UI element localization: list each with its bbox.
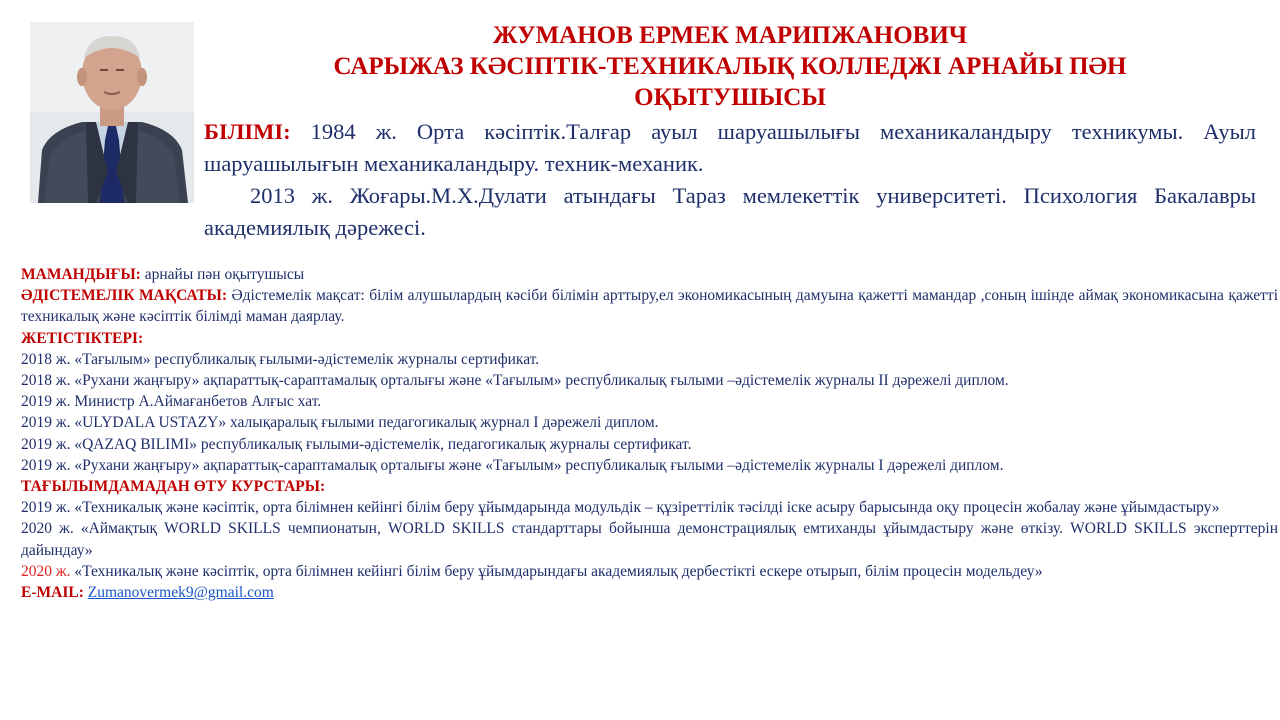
achievement-item: 2019 ж. «Рухани жаңғыру» ақпараттық-сараптамалық орталығы және «Тағылым» республикалық ғылыми –әдістемелік журналы I дәрежелі диплом. (21, 456, 1004, 474)
person-name: ЖУМАНОВ ЕРМЕК МАРИПЖАНОВИЧ (492, 22, 968, 49)
course-item-3-year: 2020 ж. (21, 562, 71, 580)
course-item-2: 2020 ж. «Аймақтық WORLD SKILLS чемпионатын, WORLD SKILLS стандарттары бойынша демонстрациялық емтиханды ұйымдастыру және өткізу. WORLD SKILLS эксперттерін дайындау» (21, 520, 1278, 559)
page-title (230, 20, 1230, 113)
course-item-3-text: «Техникалық және кәсіптік, орта білімнен кейінгі білім беру ұйымдарындағы академиялық дербестікті ескере отырып, білім процесін модельдеу» (70, 562, 1043, 580)
achievements-label: ЖЕТІСТІКТЕРІ: (21, 329, 144, 347)
education-section (204, 116, 1256, 244)
email-label: E-MAIL: (21, 584, 84, 602)
education-label: БІЛІМІ: (204, 119, 291, 144)
profile-details (21, 264, 1278, 603)
email-line (21, 582, 1278, 603)
position-line-1: САРЫЖАЗ КӘСІПТІК-ТЕХНИКАЛЫҚ КОЛЛЕДЖІ АРНАЙЫ ПӘН (333, 53, 1127, 80)
achievement-item: 2018 ж. «Рухани жаңғыру» ақпараттық-сараптамалық орталығы және «Тағылым» республикалық ғылыми –әдістемелік журналы II дәрежелі диплом. (21, 372, 1009, 390)
education-text-2: 2013 ж. Жоғары.М.Х.Дулати атындағы Тараз мемлекеттік университеті. Психология Бакалавры академиялық дәрежесі. (204, 183, 1256, 240)
specialty-value: арнайы пән оқытушысы (140, 266, 305, 283)
education-paragraph-2 (204, 180, 1256, 244)
courses-label: ТАҒЫЛЫМДАМАДАН ӨТУ КУРСТАРЫ: (21, 478, 326, 496)
email-link[interactable]: Zumanovermek9@gmail.com (87, 584, 274, 602)
achievement-item: 2018 ж. «Тағылым» республикалық ғылыми-әдістемелік журналы сертификат. (21, 350, 540, 368)
course-item-1: 2019 ж. «Техникалық және кәсіптік, орта білімнен кейінгі білім беру ұйымдарында модульдік – құзіреттілік тәсілді іске асыру барысында оқу процесін жобалау және ұйымдастыру» (21, 499, 1220, 517)
methodical-value: Әдістемелік мақсат: білім алушылардың кәсіби білімін арттыру,ел экономикасының дамуына қажетті мамандар ,соның ішінде аймақ экономикасына қажетті техникалық және кәсіптік білімді маман даярлау. (21, 287, 1278, 326)
achievement-item: 2019 ж. «QAZAQ BILIMI» республикалық ғылыми-әдістемелік, педагогикалық журналы сертификат. (21, 435, 692, 453)
achievement-item: 2019 ж. «ULYDALA USTAZY» халықаралық ғылыми педагогикалық журнал I дәрежелі диплом. (21, 414, 659, 432)
achievement-item: 2019 ж. Министр А.Аймағанбетов Алғыс хат. (21, 393, 322, 411)
specialty-label: МАМАНДЫҒЫ: (21, 266, 141, 283)
course-item-3 (21, 561, 1278, 582)
education-text-1: 1984 ж. Орта кәсіптік.Талғар ауыл шаруашылығы механикаландыру техникумы. Ауыл шаруашылығын механикаландыру. техник-механик. (204, 119, 1256, 176)
education-paragraph-1 (204, 116, 1256, 180)
portrait-photo (30, 22, 194, 203)
methodical-goal (21, 285, 1278, 327)
specialty-line (21, 264, 1278, 285)
methodical-label: ӘДІСТЕМЕЛІК МАҚСАТЫ: (21, 287, 228, 305)
position-line-2: ОҚЫТУШЫСЫ (634, 84, 826, 111)
